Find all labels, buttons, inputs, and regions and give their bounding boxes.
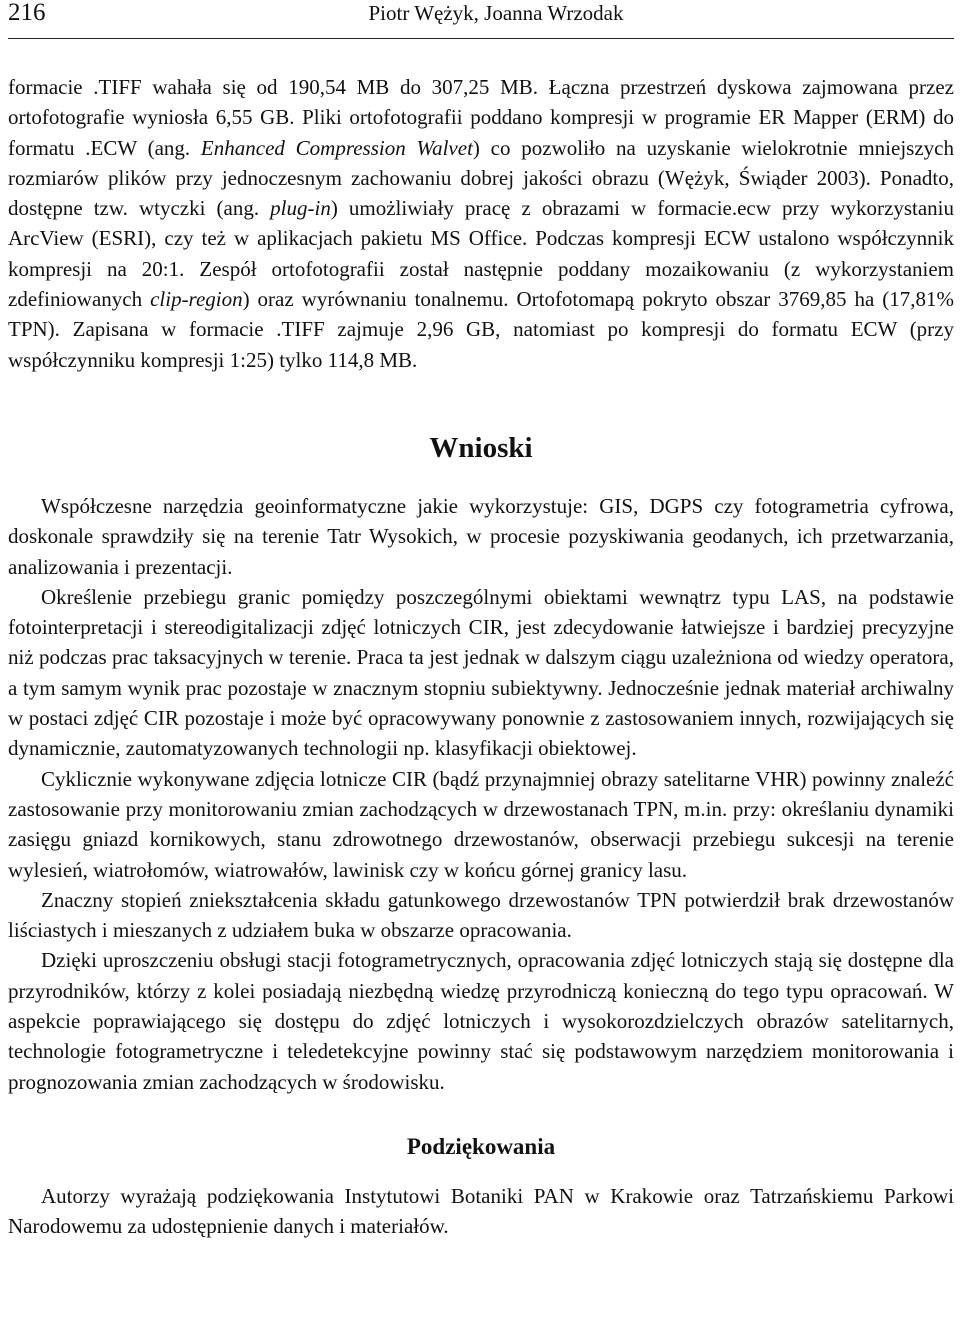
continuation-text-3: ) umożliwiały pracę z obrazami w formacie.ecw przy wykorzystaniu ArcView (ESRI), czy też w aplikacjach pakietu MS Office. Podczas kompresji ECW ustalono współczynnik kompresji na 20:1. Zespół ortofotografii został następnie poddany mozaikowaniu (z wykorzystaniem zdefiniowanych	[8, 196, 954, 312]
page-header	[8, 0, 954, 39]
conclusions-paragraph-3: Cyklicznie wykonywane zdjęcia lotnicze CIR (bądź przynajmniej obrazy satelitarne VHR) powinny znaleźć zastosowanie przy monitorowaniu zmian zachodzących w drzewostanach TPN, m.in. przy: określaniu dynamiki zasięgu gniazd kornikowych, stanu zdrowotnego drzewostanów, obserwacji przebiegu sukcesji na terenie wylesień, wiatrołomów, wiatrowałów, lawinisk czy w końcu górnej granicy lasu.	[8, 766, 954, 882]
term-enhanced-compression: Enhanced Compression Walvet	[200, 135, 473, 160]
section-heading-conclusions: Wnioski	[429, 431, 533, 464]
term-plug-in: plug-in	[270, 196, 331, 221]
continuation-text-4: ) oraz wyrównaniu tonalnemu. Ortofotomapą pokryto obszar 3769,85 ha (17,81% TPN). Zapisana w formacie .TIFF zajmuje 2,96 GB, natomiast po kompresji do formatu ECW (przy współczynniku kompresji 1:25) tylko 114,8 MB.	[8, 287, 954, 372]
continuation-text-1: formacie .TIFF wahała się od 190,54 MB do 307,25 MB. Łączna przestrzeń dyskowa zajmowana przez ortofotografie wyniosła 6,55 GB. Pliki ortofotografii poddano kompresji w programie ER Mapper (ERM) do formatu .ECW (ang.	[8, 75, 954, 160]
conclusions-paragraph-1: Współczesne narzędzia geoinformatyczne jakie wykorzystuje: GIS, DGPS czy fotogrametria cyfrowa, doskonale sprawdziły się na terenie Tatr Wysokich, w procesie pozyskiwania geodanych, ich przetwarzania, analizowania i prezentacji.	[8, 493, 954, 579]
conclusions-paragraph-4: Znaczny stopień zniekształcenia składu gatunkowego drzewostanów TPN potwierdził brak drzewostanów liściastych i mieszanych z udziałem buka w obszarze opracowania.	[8, 887, 954, 943]
conclusions-paragraph-2: Określenie przebiegu granic pomiędzy poszczególnymi obiektami wewnątrz typu LAS, na podstawie fotointerpretacji i stereodigitalizacji zdjęć lotniczych CIR, jest zdecydowanie łatwiejsze i bardziej precyzyjne niż podczas prac taksacyjnych w terenie. Praca ta jest jednak w dalszym ciągu uzależniona od wiedzy operatora, a tym samym wynik prac pozostaje w znacznym stopniu subiektywny. Jednocześnie jednak materiał archiwalny w postaci zdjęć CIR pozostaje i może być opracowywany ponownie z zastosowaniem innych, rozwijających się dynamicznie, zautomatyzowanych technologii np. klasyfikacji obiektowej.	[8, 584, 954, 761]
continuation-paragraph	[8, 72, 954, 375]
running-head-authors: Piotr Wężyk, Joanna Wrzodak	[368, 1, 624, 25]
continuation-text-2: ) co pozwoliło na uzyskanie wielokrotnie mniejszych rozmiarów plików przy jednoczesnym zachowaniu dobrej jakości obrazu (Wężyk, Świąder 2003). Ponadto, dostępne tzw. wtyczki (ang.	[8, 135, 954, 221]
acknowledgements-paragraph: Autorzy wyrażają podziękowania Instytutowi Botaniki PAN w Krakowie oraz Tatrzańskiemu Parkowi Narodowemu za udostępnienie danych i materiałów.	[8, 1183, 954, 1239]
page	[8, 0, 954, 1242]
term-clip-region: clip-region	[150, 287, 243, 312]
page-number: 216	[8, 0, 46, 26]
conclusions-paragraph-5: Dzięki uproszczeniu obsługi stacji fotogrametrycznych, opracowania zdjęć lotniczych stają się dostępne dla przyrodników, którzy z kolei posiadają niezbędną wiedzę przyrodniczą konieczną do tego typu opracowań. W aspekcie poprawiającego się dostępu do zdjęć lotniczych i wysokorozdzielczych obrazów satelitarnych, technologie fotogrametryczne i teledetekcyjne powinny stać się podstawowym narzędziem monitorowania i prognozowania zmian zachodzących w środowisku.	[8, 948, 954, 1094]
section-heading-acknowledgements: Podziękowania	[406, 1133, 556, 1159]
